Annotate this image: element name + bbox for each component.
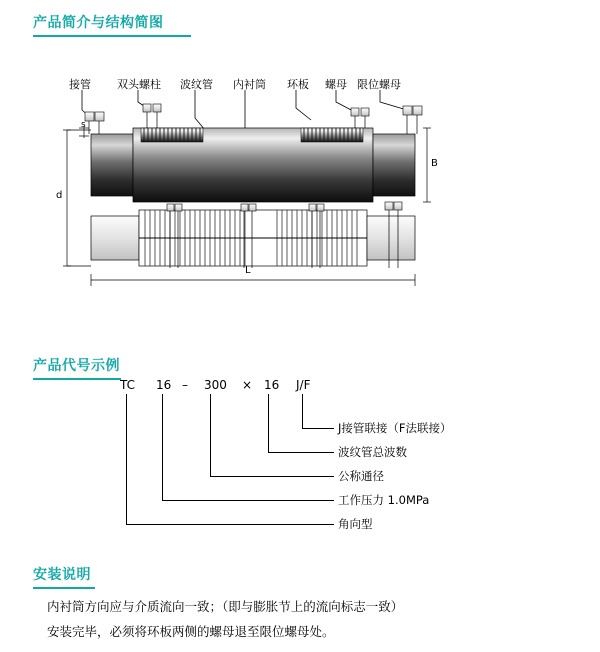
code-desc-nominal-diameter: 公称通径 [338, 469, 384, 483]
section-title-install-text: 安装说明 [33, 567, 91, 583]
code-desc-type: 角向型 [338, 517, 373, 531]
leader-run-type [126, 524, 334, 525]
callout-label-limit-nut: 限位螺母 [357, 78, 401, 91]
leader-run-jf [302, 428, 334, 429]
dim-label-d: d [56, 190, 63, 201]
callout-label-nut: 螺母 [325, 78, 347, 91]
leader-run-diameter [210, 476, 334, 477]
section-underline [33, 35, 191, 37]
section-underline [33, 587, 95, 589]
leader-line-pressure [162, 394, 163, 500]
callout-label-liner: 内衬筒 [233, 78, 266, 91]
dim-label-b: B [431, 158, 438, 169]
code-token-dash: – [182, 378, 188, 392]
code-token-jf: J/F [296, 378, 311, 392]
section-title-code-text: 产品代号示例 [33, 358, 120, 374]
callout-label-ring-plate: 环板 [287, 78, 309, 91]
code-token-16a: 16 [156, 378, 172, 392]
dim-label-l: L [245, 265, 251, 276]
leader-line-type [126, 394, 127, 524]
callout-label-double-end-stud: 双头螺柱 [117, 78, 161, 91]
structure-diagram-svg [55, 68, 475, 288]
code-token-times: × [242, 378, 253, 392]
callout-label-pipe: 接管 [69, 78, 91, 91]
leader-run-pressure [162, 500, 334, 501]
code-token-tc: TC [120, 378, 136, 392]
product-code-diagram [120, 378, 520, 538]
code-token-300: 300 [204, 378, 227, 392]
structure-diagram [55, 68, 475, 288]
section-title-structure [33, 12, 164, 32]
leader-run-waves [268, 452, 334, 453]
install-notes [47, 597, 567, 647]
section-title-code [33, 355, 120, 375]
leader-line-jf [302, 394, 303, 428]
leader-line-waves [268, 394, 269, 452]
code-desc-connection: J接管联接（F法联接） [338, 421, 452, 435]
leader-line-diameter [210, 394, 211, 476]
install-note-line-1: 内衬筒方向应与介质流向一致；（即与膨胀节上的流向标志一致） [47, 599, 404, 614]
section-title-install [33, 564, 91, 584]
section-underline [33, 378, 121, 380]
install-note-line-2: 安装完毕，必须将环板两侧的螺母退至限位螺母处。 [47, 624, 335, 639]
code-desc-wave-count: 波纹管总波数 [338, 445, 407, 459]
code-desc-working-pressure: 工作压力 1.0MPa [338, 493, 430, 507]
code-token-16b: 16 [264, 378, 280, 392]
section-title-structure-text: 产品简介与结构简图 [33, 15, 164, 31]
callout-label-bellows: 波纹管 [180, 78, 213, 91]
dim-label-s: s [81, 120, 86, 130]
